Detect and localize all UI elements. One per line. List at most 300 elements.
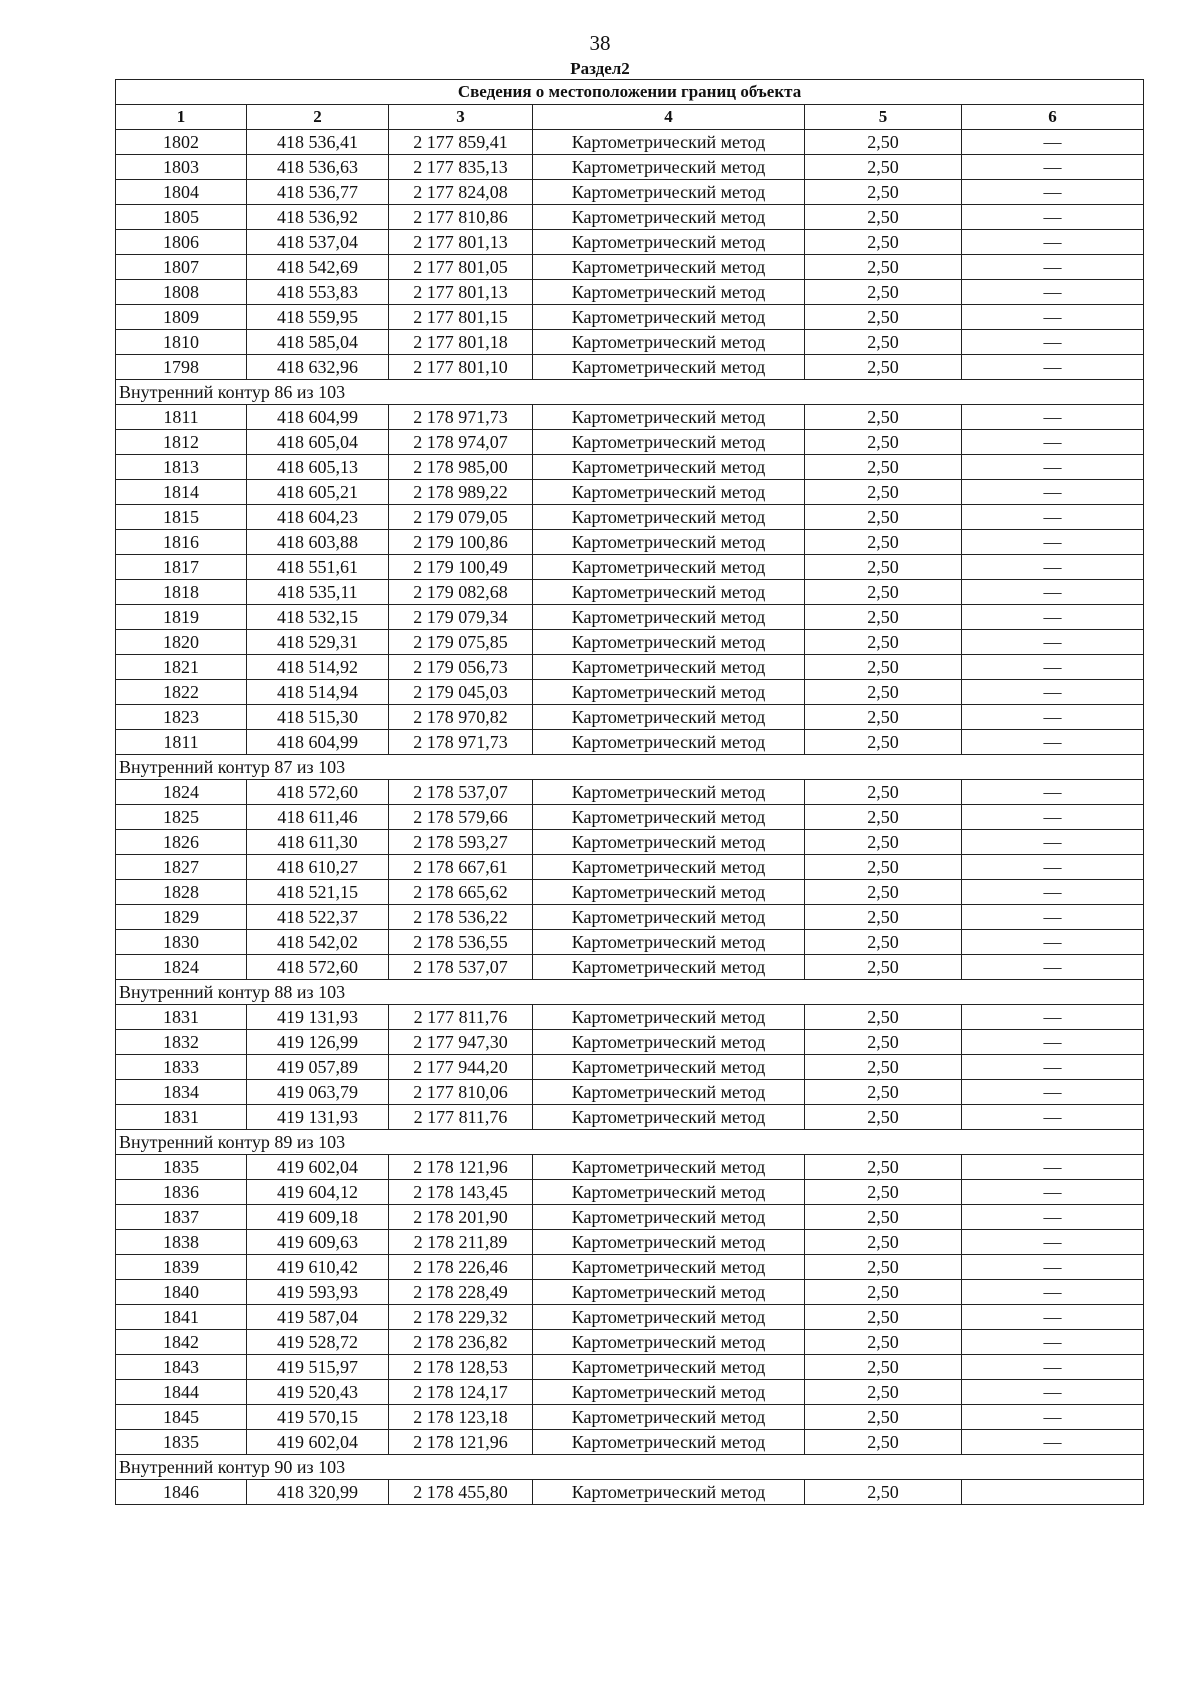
note-cell: —	[962, 1430, 1144, 1455]
contour-label: Внутренний контур 89 из 103	[116, 1130, 1144, 1155]
y-coordinate-cell: 2 179 100,86	[389, 530, 533, 555]
x-coordinate-cell: 418 605,04	[247, 430, 389, 455]
table-row	[116, 580, 1144, 605]
point-number-cell: 1845	[116, 1405, 247, 1430]
y-coordinate-cell: 2 178 536,55	[389, 930, 533, 955]
y-coordinate-cell: 2 178 128,53	[389, 1355, 533, 1380]
point-number-cell: 1811	[116, 405, 247, 430]
method-cell: Картометрический метод	[533, 1030, 805, 1055]
point-number-cell: 1840	[116, 1280, 247, 1305]
note-cell: —	[962, 480, 1144, 505]
accuracy-cell: 2,50	[805, 1280, 962, 1305]
y-coordinate-cell: 2 178 593,27	[389, 830, 533, 855]
table-row	[116, 1280, 1144, 1305]
y-coordinate-cell: 2 177 947,30	[389, 1030, 533, 1055]
method-cell: Картометрический метод	[533, 205, 805, 230]
y-coordinate-cell: 2 178 536,22	[389, 905, 533, 930]
table-row	[116, 630, 1144, 655]
point-number-cell: 1816	[116, 530, 247, 555]
table-row	[116, 1055, 1144, 1080]
table-row	[116, 605, 1144, 630]
y-coordinate-cell: 2 178 985,00	[389, 455, 533, 480]
note-cell: —	[962, 180, 1144, 205]
y-coordinate-cell: 2 178 970,82	[389, 705, 533, 730]
y-coordinate-cell: 2 178 201,90	[389, 1205, 533, 1230]
accuracy-cell: 2,50	[805, 880, 962, 905]
method-cell: Картометрический метод	[533, 255, 805, 280]
method-cell: Картометрический метод	[533, 555, 805, 580]
table-row	[116, 455, 1144, 480]
x-coordinate-cell: 418 559,95	[247, 305, 389, 330]
table-title: Сведения о местоположении границ объекта	[116, 80, 1144, 105]
note-cell: —	[962, 455, 1144, 480]
x-coordinate-cell: 419 593,93	[247, 1280, 389, 1305]
method-cell: Картометрический метод	[533, 130, 805, 155]
method-cell: Картометрический метод	[533, 655, 805, 680]
note-cell: —	[962, 1305, 1144, 1330]
y-coordinate-cell: 2 178 121,96	[389, 1430, 533, 1455]
point-number-cell: 1819	[116, 605, 247, 630]
note-cell: —	[962, 230, 1144, 255]
table-row	[116, 230, 1144, 255]
x-coordinate-cell: 418 529,31	[247, 630, 389, 655]
x-coordinate-cell: 418 603,88	[247, 530, 389, 555]
y-coordinate-cell: 2 177 824,08	[389, 180, 533, 205]
x-coordinate-cell: 418 610,27	[247, 855, 389, 880]
x-coordinate-cell: 419 604,12	[247, 1180, 389, 1205]
method-cell: Картометрический метод	[533, 1230, 805, 1255]
contour-header-row	[116, 1455, 1144, 1480]
x-coordinate-cell: 418 522,37	[247, 905, 389, 930]
x-coordinate-cell: 419 610,42	[247, 1255, 389, 1280]
note-cell: —	[962, 255, 1144, 280]
y-coordinate-cell: 2 178 236,82	[389, 1330, 533, 1355]
method-cell: Картометрический метод	[533, 230, 805, 255]
accuracy-cell: 2,50	[805, 180, 962, 205]
method-cell: Картометрический метод	[533, 305, 805, 330]
x-coordinate-cell: 418 632,96	[247, 355, 389, 380]
note-cell: —	[962, 555, 1144, 580]
y-coordinate-cell: 2 177 810,06	[389, 1080, 533, 1105]
note-cell: —	[962, 405, 1144, 430]
y-coordinate-cell: 2 178 667,61	[389, 855, 533, 880]
y-coordinate-cell: 2 177 801,13	[389, 230, 533, 255]
note-cell: —	[962, 1030, 1144, 1055]
accuracy-cell: 2,50	[805, 330, 962, 355]
point-number-cell: 1831	[116, 1005, 247, 1030]
contour-header-row	[116, 980, 1144, 1005]
table-row	[116, 655, 1144, 680]
x-coordinate-cell: 418 532,15	[247, 605, 389, 630]
x-coordinate-cell: 419 520,43	[247, 1380, 389, 1405]
column-header: 2	[247, 105, 389, 130]
x-coordinate-cell: 418 320,99	[247, 1480, 389, 1505]
point-number-cell: 1824	[116, 955, 247, 980]
point-number-cell: 1802	[116, 130, 247, 155]
method-cell: Картометрический метод	[533, 455, 805, 480]
point-number-cell: 1833	[116, 1055, 247, 1080]
boundary-coordinates-table	[115, 79, 1144, 1505]
y-coordinate-cell: 2 178 971,73	[389, 730, 533, 755]
table-row	[116, 555, 1144, 580]
method-cell: Картометрический метод	[533, 1155, 805, 1180]
accuracy-cell: 2,50	[805, 1230, 962, 1255]
x-coordinate-cell: 418 553,83	[247, 280, 389, 305]
accuracy-cell: 2,50	[805, 930, 962, 955]
x-coordinate-cell: 418 536,41	[247, 130, 389, 155]
accuracy-cell: 2,50	[805, 430, 962, 455]
x-coordinate-cell: 418 572,60	[247, 955, 389, 980]
method-cell: Картометрический метод	[533, 1005, 805, 1030]
table-row	[116, 880, 1144, 905]
x-coordinate-cell: 419 528,72	[247, 1330, 389, 1355]
table-row	[116, 1380, 1144, 1405]
note-cell: —	[962, 330, 1144, 355]
note-cell: —	[962, 1055, 1144, 1080]
note-cell: —	[962, 1205, 1144, 1230]
point-number-cell: 1823	[116, 705, 247, 730]
accuracy-cell: 2,50	[805, 1030, 962, 1055]
x-coordinate-cell: 419 609,63	[247, 1230, 389, 1255]
point-number-cell: 1835	[116, 1430, 247, 1455]
method-cell: Картометрический метод	[533, 505, 805, 530]
note-cell: —	[962, 605, 1144, 630]
contour-label: Внутренний контур 88 из 103	[116, 980, 1144, 1005]
table-row	[116, 830, 1144, 855]
table-row	[116, 1080, 1144, 1105]
note-cell: —	[962, 1280, 1144, 1305]
note-cell: —	[962, 780, 1144, 805]
accuracy-cell: 2,50	[805, 1080, 962, 1105]
column-header: 4	[533, 105, 805, 130]
point-number-cell: 1828	[116, 880, 247, 905]
y-coordinate-cell: 2 177 801,18	[389, 330, 533, 355]
accuracy-cell: 2,50	[805, 155, 962, 180]
method-cell: Картометрический метод	[533, 1180, 805, 1205]
section-title: Раздел2	[570, 59, 630, 78]
x-coordinate-cell: 418 572,60	[247, 780, 389, 805]
accuracy-cell: 2,50	[805, 605, 962, 630]
y-coordinate-cell: 2 178 211,89	[389, 1230, 533, 1255]
method-cell: Картометрический метод	[533, 280, 805, 305]
accuracy-cell: 2,50	[805, 955, 962, 980]
y-coordinate-cell: 2 177 801,05	[389, 255, 533, 280]
method-cell: Картометрический метод	[533, 1380, 805, 1405]
point-number-cell: 1829	[116, 905, 247, 930]
accuracy-cell: 2,50	[805, 1480, 962, 1505]
accuracy-cell: 2,50	[805, 830, 962, 855]
accuracy-cell: 2,50	[805, 1255, 962, 1280]
accuracy-cell: 2,50	[805, 855, 962, 880]
table-row	[116, 1480, 1144, 1505]
point-number-cell: 1834	[116, 1080, 247, 1105]
note-cell: —	[962, 1255, 1144, 1280]
note-cell: —	[962, 955, 1144, 980]
y-coordinate-cell: 2 178 974,07	[389, 430, 533, 455]
point-number-cell: 1846	[116, 1480, 247, 1505]
accuracy-cell: 2,50	[805, 130, 962, 155]
table-row	[116, 1180, 1144, 1205]
method-cell: Картометрический метод	[533, 805, 805, 830]
contour-header-row	[116, 1130, 1144, 1155]
table-row	[116, 205, 1144, 230]
method-cell: Картометрический метод	[533, 880, 805, 905]
table-row	[116, 505, 1144, 530]
point-number-cell: 1805	[116, 205, 247, 230]
table-row	[116, 705, 1144, 730]
point-number-cell: 1841	[116, 1305, 247, 1330]
table-row	[116, 1355, 1144, 1380]
table-row	[116, 405, 1144, 430]
x-coordinate-cell: 418 551,61	[247, 555, 389, 580]
point-number-cell: 1842	[116, 1330, 247, 1355]
note-cell: —	[962, 1180, 1144, 1205]
method-cell: Картометрический метод	[533, 1280, 805, 1305]
note-cell: —	[962, 705, 1144, 730]
method-cell: Картометрический метод	[533, 905, 805, 930]
y-coordinate-cell: 2 177 811,76	[389, 1105, 533, 1130]
note-cell: —	[962, 155, 1144, 180]
x-coordinate-cell: 418 604,23	[247, 505, 389, 530]
note-cell: —	[962, 1005, 1144, 1030]
method-cell: Картометрический метод	[533, 180, 805, 205]
y-coordinate-cell: 2 178 143,45	[389, 1180, 533, 1205]
table-row	[116, 930, 1144, 955]
y-coordinate-cell: 2 178 971,73	[389, 405, 533, 430]
table-row	[116, 155, 1144, 180]
method-cell: Картометрический метод	[533, 405, 805, 430]
table-row	[116, 330, 1144, 355]
x-coordinate-cell: 418 585,04	[247, 330, 389, 355]
y-coordinate-cell: 2 178 123,18	[389, 1405, 533, 1430]
x-coordinate-cell: 418 542,69	[247, 255, 389, 280]
x-coordinate-cell: 418 536,92	[247, 205, 389, 230]
method-cell: Картометрический метод	[533, 1330, 805, 1355]
point-number-cell: 1830	[116, 930, 247, 955]
note-cell: —	[962, 1155, 1144, 1180]
x-coordinate-cell: 418 515,30	[247, 705, 389, 730]
table-row	[116, 480, 1144, 505]
table-row	[116, 730, 1144, 755]
y-coordinate-cell: 2 178 226,46	[389, 1255, 533, 1280]
accuracy-cell: 2,50	[805, 805, 962, 830]
accuracy-cell: 2,50	[805, 305, 962, 330]
note-cell: —	[962, 1080, 1144, 1105]
x-coordinate-cell: 418 514,92	[247, 655, 389, 680]
method-cell: Картометрический метод	[533, 1105, 805, 1130]
accuracy-cell: 2,50	[805, 705, 962, 730]
method-cell: Картометрический метод	[533, 1355, 805, 1380]
table-row	[116, 905, 1144, 930]
point-number-cell: 1815	[116, 505, 247, 530]
method-cell: Картометрический метод	[533, 1255, 805, 1280]
table-row	[116, 955, 1144, 980]
x-coordinate-cell: 419 057,89	[247, 1055, 389, 1080]
accuracy-cell: 2,50	[805, 730, 962, 755]
method-cell: Картометрический метод	[533, 530, 805, 555]
note-cell: —	[962, 505, 1144, 530]
method-cell: Картометрический метод	[533, 430, 805, 455]
y-coordinate-cell: 2 179 079,34	[389, 605, 533, 630]
point-number-cell: 1822	[116, 680, 247, 705]
method-cell: Картометрический метод	[533, 1405, 805, 1430]
accuracy-cell: 2,50	[805, 655, 962, 680]
table-row	[116, 430, 1144, 455]
x-coordinate-cell: 419 126,99	[247, 1030, 389, 1055]
accuracy-cell: 2,50	[805, 1355, 962, 1380]
y-coordinate-cell: 2 177 801,15	[389, 305, 533, 330]
table-row	[116, 530, 1144, 555]
accuracy-cell: 2,50	[805, 630, 962, 655]
point-number-cell: 1827	[116, 855, 247, 880]
method-cell: Картометрический метод	[533, 730, 805, 755]
point-number-cell: 1806	[116, 230, 247, 255]
accuracy-cell: 2,50	[805, 1405, 962, 1430]
note-cell: —	[962, 1105, 1144, 1130]
method-cell: Картометрический метод	[533, 855, 805, 880]
point-number-cell: 1810	[116, 330, 247, 355]
method-cell: Картометрический метод	[533, 480, 805, 505]
point-number-cell: 1825	[116, 805, 247, 830]
column-header: 6	[962, 105, 1144, 130]
y-coordinate-cell: 2 178 537,07	[389, 780, 533, 805]
table-row	[116, 255, 1144, 280]
y-coordinate-cell: 2 178 455,80	[389, 1480, 533, 1505]
table-row	[116, 180, 1144, 205]
column-header-row	[116, 105, 1144, 130]
point-number-cell: 1813	[116, 455, 247, 480]
method-cell: Картометрический метод	[533, 355, 805, 380]
accuracy-cell: 2,50	[805, 205, 962, 230]
accuracy-cell: 2,50	[805, 1380, 962, 1405]
x-coordinate-cell: 419 570,15	[247, 1405, 389, 1430]
accuracy-cell: 2,50	[805, 405, 962, 430]
y-coordinate-cell: 2 177 811,76	[389, 1005, 533, 1030]
accuracy-cell: 2,50	[805, 230, 962, 255]
y-coordinate-cell: 2 179 045,03	[389, 680, 533, 705]
x-coordinate-cell: 418 604,99	[247, 730, 389, 755]
point-number-cell: 1808	[116, 280, 247, 305]
note-cell: —	[962, 855, 1144, 880]
note-cell: —	[962, 430, 1144, 455]
method-cell: Картометрический метод	[533, 1080, 805, 1105]
note-cell: —	[962, 905, 1144, 930]
method-cell: Картометрический метод	[533, 930, 805, 955]
point-number-cell: 1821	[116, 655, 247, 680]
note-cell: —	[962, 1380, 1144, 1405]
point-number-cell: 1811	[116, 730, 247, 755]
x-coordinate-cell: 418 535,11	[247, 580, 389, 605]
note-cell: —	[962, 130, 1144, 155]
column-header: 5	[805, 105, 962, 130]
note-cell: —	[962, 280, 1144, 305]
x-coordinate-cell: 419 063,79	[247, 1080, 389, 1105]
table-row	[116, 1430, 1144, 1455]
accuracy-cell: 2,50	[805, 1430, 962, 1455]
accuracy-cell: 2,50	[805, 1180, 962, 1205]
point-number-cell: 1798	[116, 355, 247, 380]
method-cell: Картометрический метод	[533, 605, 805, 630]
method-cell: Картометрический метод	[533, 155, 805, 180]
x-coordinate-cell: 418 521,15	[247, 880, 389, 905]
y-coordinate-cell: 2 177 944,20	[389, 1055, 533, 1080]
contour-label: Внутренний контур 90 из 103	[116, 1455, 1144, 1480]
point-number-cell: 1824	[116, 780, 247, 805]
note-cell: —	[962, 680, 1144, 705]
point-number-cell: 1832	[116, 1030, 247, 1055]
y-coordinate-cell: 2 177 801,10	[389, 355, 533, 380]
method-cell: Картометрический метод	[533, 1430, 805, 1455]
note-cell: —	[962, 880, 1144, 905]
table-row	[116, 1330, 1144, 1355]
point-number-cell: 1831	[116, 1105, 247, 1130]
x-coordinate-cell: 418 536,63	[247, 155, 389, 180]
table-row	[116, 1255, 1144, 1280]
y-coordinate-cell: 2 177 859,41	[389, 130, 533, 155]
x-coordinate-cell: 418 514,94	[247, 680, 389, 705]
y-coordinate-cell: 2 178 228,49	[389, 1280, 533, 1305]
x-coordinate-cell: 419 131,93	[247, 1105, 389, 1130]
accuracy-cell: 2,50	[805, 580, 962, 605]
table-row	[116, 1405, 1144, 1430]
note-cell: —	[962, 830, 1144, 855]
column-header: 1	[116, 105, 247, 130]
x-coordinate-cell: 419 602,04	[247, 1430, 389, 1455]
note-cell: —	[962, 805, 1144, 830]
point-number-cell: 1838	[116, 1230, 247, 1255]
point-number-cell: 1839	[116, 1255, 247, 1280]
x-coordinate-cell: 418 611,30	[247, 830, 389, 855]
y-coordinate-cell: 2 178 665,62	[389, 880, 533, 905]
note-cell: —	[962, 355, 1144, 380]
table-title-row	[116, 80, 1144, 105]
accuracy-cell: 2,50	[805, 355, 962, 380]
note-cell: —	[962, 1355, 1144, 1380]
note-cell: —	[962, 630, 1144, 655]
point-number-cell: 1844	[116, 1380, 247, 1405]
x-coordinate-cell: 418 536,77	[247, 180, 389, 205]
accuracy-cell: 2,50	[805, 1005, 962, 1030]
y-coordinate-cell: 2 179 075,85	[389, 630, 533, 655]
method-cell: Картометрический метод	[533, 1305, 805, 1330]
table-row	[116, 1155, 1144, 1180]
accuracy-cell: 2,50	[805, 530, 962, 555]
method-cell: Картометрический метод	[533, 830, 805, 855]
accuracy-cell: 2,50	[805, 455, 962, 480]
table-row	[116, 355, 1144, 380]
accuracy-cell: 2,50	[805, 1105, 962, 1130]
point-number-cell: 1826	[116, 830, 247, 855]
x-coordinate-cell: 418 537,04	[247, 230, 389, 255]
point-number-cell: 1837	[116, 1205, 247, 1230]
y-coordinate-cell: 2 178 121,96	[389, 1155, 533, 1180]
table-row	[116, 1030, 1144, 1055]
table-row	[116, 780, 1144, 805]
page-number: 38	[589, 31, 611, 55]
point-number-cell: 1812	[116, 430, 247, 455]
table-row	[116, 680, 1144, 705]
x-coordinate-cell: 418 605,21	[247, 480, 389, 505]
accuracy-cell: 2,50	[805, 505, 962, 530]
point-number-cell: 1817	[116, 555, 247, 580]
note-cell: —	[962, 1405, 1144, 1430]
y-coordinate-cell: 2 179 082,68	[389, 580, 533, 605]
method-cell: Картометрический метод	[533, 630, 805, 655]
contour-header-row	[116, 380, 1144, 405]
accuracy-cell: 2,50	[805, 680, 962, 705]
point-number-cell: 1836	[116, 1180, 247, 1205]
method-cell: Картометрический метод	[533, 680, 805, 705]
